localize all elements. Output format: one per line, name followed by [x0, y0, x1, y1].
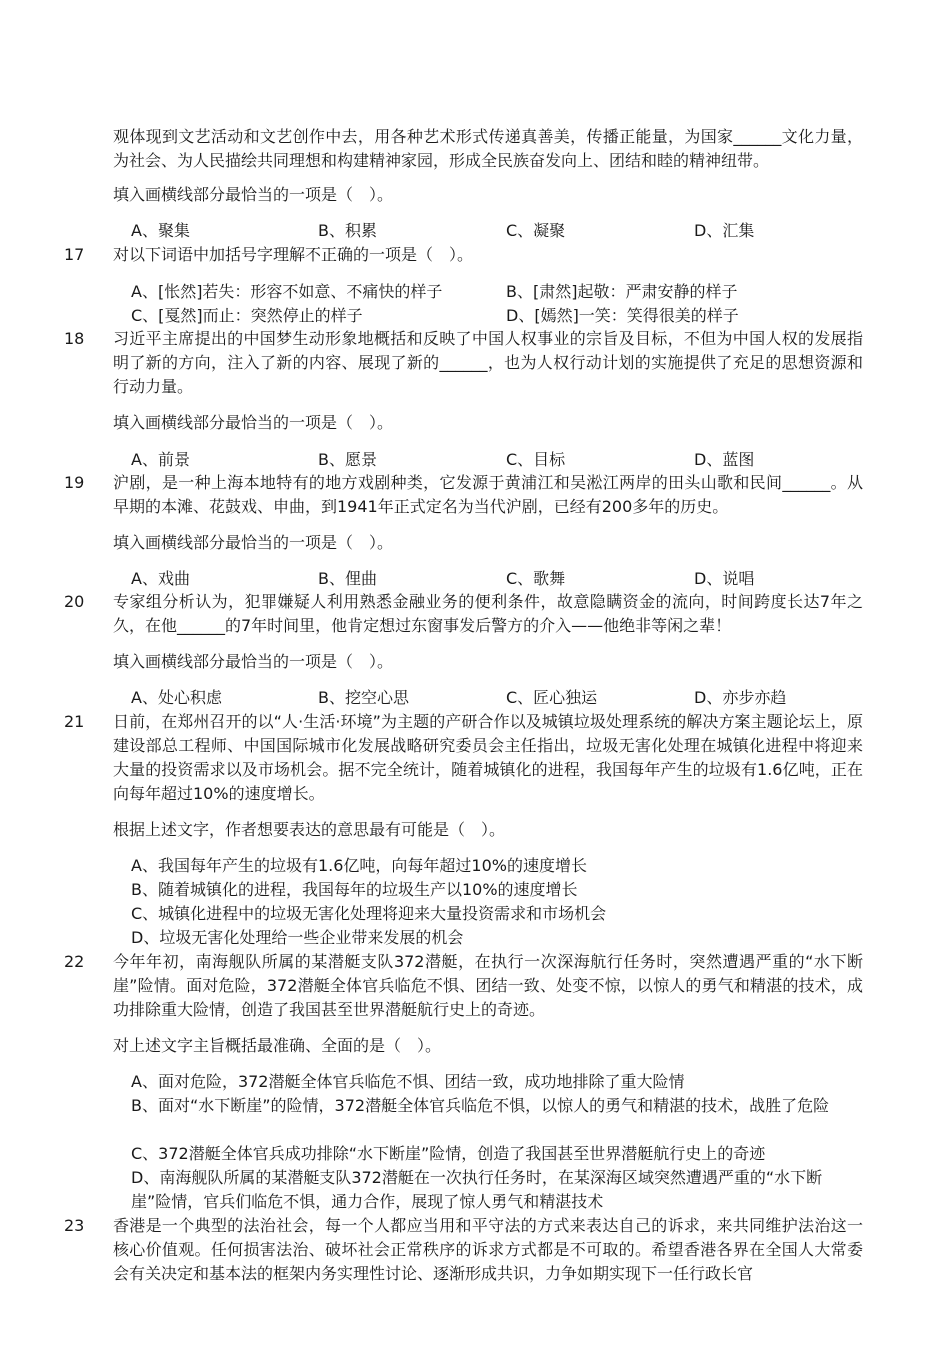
option-b: B、随着城镇化的进程，我国每年的垃圾生产以10%的速度增长: [131, 880, 578, 899]
option-b: B、面对“水下断崖”的险情，372潜艇全体官兵临危不惧，以惊人的勇气和精湛的技术，战胜了危险: [131, 1096, 830, 1115]
question-22-text: 今年年初，南海舰队所属的某潜艇支队372潜艇，在执行一次深海航行任务时，突然遭遇严重的“水下断崖”险情。面对危险，372潜艇全体官兵临危不惧、团结一致、处变不惊，以惊人的勇气和精湛的技术，成功排除重大险情，创造了我国甚至世界潜艇航行史上的奇迹。: [113, 952, 863, 1019]
option-d: D、蓝图: [694, 450, 755, 469]
option-d: D、[嫣然]一笑：笑得很美的样子: [506, 306, 739, 325]
option-b: B、积累: [318, 221, 377, 240]
option-c: C、[戛然]而止：突然停止的样子: [131, 306, 363, 325]
question-21-text: 日前，在郑州召开的以“人·生活·环境”为主题的产研合作以及城镇垃圾处理系统的解决方案主题论坛上，原建设部总工程师、中国国际城市化发展战略研究委员会主任指出，垃圾无害化处理在城镇化进程中将迎来大量的投资需求以及市场机会。据不完全统计，随着城镇化的进程，我国每年产生的垃圾有1.6亿吨，正在向每年超过10%的速度增长。: [113, 712, 863, 803]
question-23-number: 23: [64, 1216, 85, 1235]
question-20-options: [131, 686, 881, 710]
option-a: A、聚集: [131, 221, 190, 240]
question-19-options: [131, 567, 881, 591]
option-b: B、挖空心思: [318, 688, 409, 707]
question-20-number: 20: [64, 592, 85, 611]
question-21-prompt: 根据上述文字，作者想要表达的意思最有可能是（ ）。: [113, 820, 506, 839]
option-d: D、垃圾无害化处理给一些企业带来发展的机会: [131, 928, 464, 947]
option-d: D、南海舰队所属的某潜艇支队372潜艇在一次执行任务时，在某深海区域突然遭遇严重的“水下断崖”险情，官兵们临危不惧，通力合作，展现了惊人勇气和精湛技术: [131, 1168, 823, 1211]
question-16-text: 观体现到文艺活动和文艺创作中去，用各种艺术形式传递真善美，传播正能量，为国家______文化力量，为社会、为人民描绘共同理想和构建精神家园，形成全民族奋发向上、团结和睦的精神纽带。: [113, 127, 863, 170]
option-b: B、愿景: [318, 450, 377, 469]
question-17-text: 对以下词语中加括号字理解不正确的一项是（ ）。: [113, 245, 474, 264]
question-19-prompt: 填入画横线部分最恰当的一项是（ ）。: [113, 533, 394, 552]
option-d: D、说唱: [694, 569, 755, 588]
question-22-number: 22: [64, 952, 85, 971]
option-a: A、前景: [131, 450, 190, 469]
question-22-prompt: 对上述文字主旨概括最准确、全面的是（ ）。: [113, 1036, 442, 1055]
question-18-number: 18: [64, 329, 85, 348]
option-d: D、亦步亦趋: [694, 688, 787, 707]
question-20-prompt: 填入画横线部分最恰当的一项是（ ）。: [113, 652, 394, 671]
option-c: C、匠心独运: [506, 688, 598, 707]
question-18-prompt: 填入画横线部分最恰当的一项是（ ）。: [113, 413, 394, 432]
question-21-number: 21: [64, 712, 85, 731]
option-c: C、歌舞: [506, 569, 566, 588]
question-23-text: 香港是一个典型的法治社会，每一个人都应当用和平守法的方式来表达自己的诉求，来共同维护法治这一核心价值观。任何损害法治、破坏社会正常秩序的诉求方式都是不可取的。希望香港各界在全国人大常委会有关决定和基本法的框架内务实理性讨论、逐渐形成共识，力争如期实现下一任行政长官: [113, 1216, 863, 1283]
question-16-prompt: 填入画横线部分最恰当的一项是（ ）。: [113, 185, 394, 204]
question-16-options: [131, 219, 881, 243]
option-b: B、俚曲: [318, 569, 377, 588]
option-c: C、凝聚: [506, 221, 566, 240]
option-a: A、[怅然]若失：形容不如意、不痛快的样子: [131, 282, 443, 301]
option-a: A、戏曲: [131, 569, 190, 588]
option-c: C、目标: [506, 450, 566, 469]
option-b: B、[肃然]起敬：严肃安静的样子: [506, 282, 738, 301]
question-19-number: 19: [64, 473, 85, 492]
question-18-text: 习近平主席提出的中国梦生动形象地概括和反映了中国人权事业的宗旨及目标，不但为中国人权的发展指明了新的方向，注入了新的内容、展现了新的______，也为人权行动计划的实施提供了充足的思想资源和行动力量。: [113, 329, 863, 396]
option-a: A、我国每年产生的垃圾有1.6亿吨，向每年超过10%的速度增长: [131, 856, 587, 875]
option-a: A、面对危险，372潜艇全体官兵临危不惧、团结一致，成功地排除了重大险情: [131, 1072, 685, 1091]
option-a: A、处心积虑: [131, 688, 222, 707]
question-19-text: 沪剧，是一种上海本地特有的地方戏剧种类，它发源于黄浦江和吴淞江两岸的田头山歌和民间______。从早期的本滩、花鼓戏、申曲，到1941年正式定名为当代沪剧，已经有200多年的历史。: [113, 473, 863, 516]
question-20-text: 专家组分析认为，犯罪嫌疑人利用熟悉金融业务的便利条件，故意隐瞒资金的流向，时间跨度长达7年之久，在他______的7年时间里，他肯定想过东窗事发后警方的介入——他绝非等闲之辈！: [113, 592, 863, 635]
option-c: C、372潜艇全体官兵成功排除“水下断崖”险情，创造了我国甚至世界潜艇航行史上的奇迹: [131, 1144, 766, 1163]
option-d: D、汇集: [694, 221, 755, 240]
question-17-number: 17: [64, 245, 85, 264]
option-c: C、城镇化进程中的垃圾无害化处理将迎来大量投资需求和市场机会: [131, 904, 607, 923]
question-18-options: [131, 448, 881, 472]
